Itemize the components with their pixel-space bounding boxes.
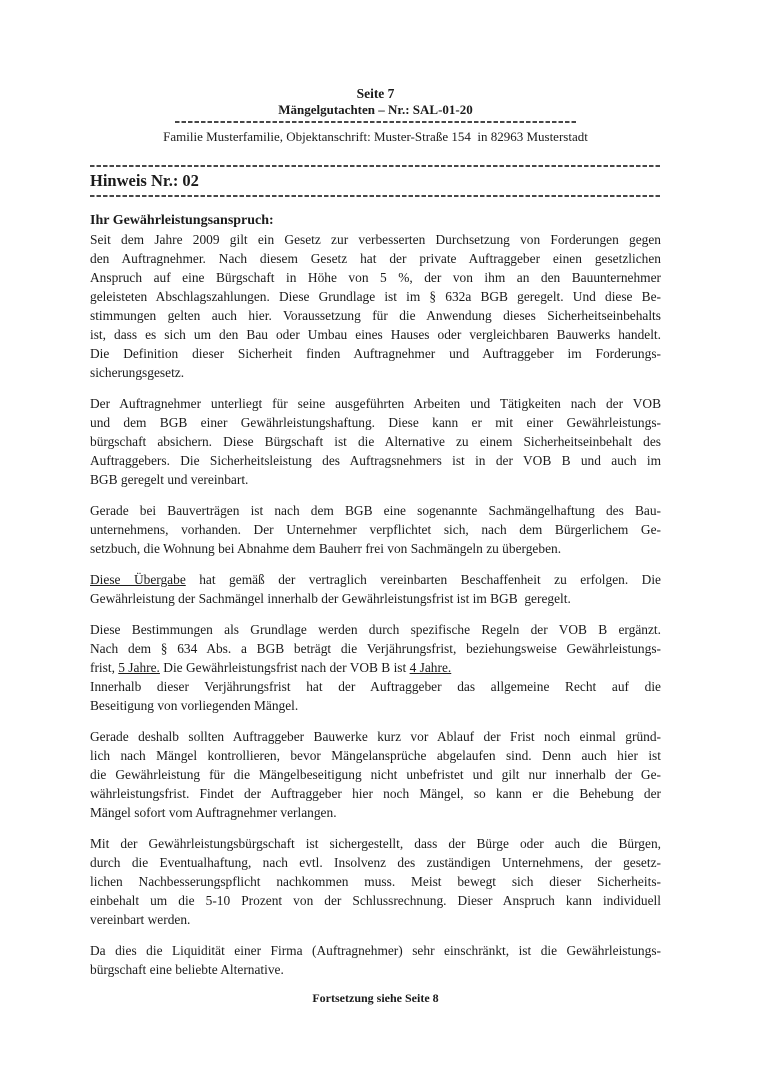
paragraph: [90, 394, 661, 489]
paragraph-line: unternehmens, vorhanden. Der Unternehmer verpflichtet sich, nach dem Bürgerlichem Ge-: [90, 522, 661, 537]
paragraph-line: vereinbart werden.: [90, 912, 191, 927]
paragraph: [90, 501, 661, 558]
document-title: Mängelgutachten – Nr.: SAL-01-20: [278, 102, 473, 117]
continuation-note: Fortsetzung siehe Seite 8: [312, 991, 439, 1005]
paragraph-line: Innerhalb dieser Verjährungsfrist hat der Auftraggeber das allgemeine Recht auf die: [90, 679, 661, 694]
hinweis-heading: Hinweis Nr.: 02: [90, 171, 199, 190]
paragraph-line: Mängel sofort vom Auftragnehmer verlangen.: [90, 805, 337, 820]
paragraph-line: Da dies die Liquidität einer Firma (Auftragnehmer) sehr einschränkt, ist die Gewährleistungs-: [90, 943, 661, 958]
paragraph-line: Die Definition dieser Sicherheit finden Auftragnehmer und Auftraggeber im Forderungs-: [90, 346, 661, 361]
paragraph-line: Beseitigung von vorliegenden Mängel.: [90, 698, 299, 713]
paragraph-line: Der Auftragnehmer unterliegt für seine ausgeführten Arbeiten und Tätigkeiten nach der VOB: [90, 396, 661, 411]
paragraph: [90, 570, 661, 608]
paragraph-line: Diese Bestimmungen als Grundlage werden durch spezifische Regeln der VOB B ergänzt.: [90, 622, 661, 637]
paragraph-line: Gerade deshalb sollten Auftraggeber Bauwerke kurz vor Ablauf der Frist noch einmal gründ-: [90, 729, 661, 744]
paragraph-line: BGB geregelt und vereinbart.: [90, 472, 249, 487]
paragraph-line: Gerade bei Bauverträgen ist nach dem BGB eine sogenannte Sachmängelhaftung des Bau-: [90, 503, 661, 518]
paragraph-line: Gewährleistung der Sachmängel innerhalb der Gewährleistungsfrist ist im BGB geregelt.: [90, 591, 571, 606]
paragraph-line: währleistungsfrist. Findet der Auftraggeber hier noch Mängel, so kann er die Behebung der: [90, 786, 661, 801]
dashed-divider: [90, 165, 661, 167]
paragraph-line: lich nach Mängel kontrollieren, bevor Mängelansprüche abgelaufen sind. Denn auch hier ist: [90, 748, 661, 763]
paragraph-line: Anspruch auf eine Bürgschaft in Höhe von 5 %, der von ihm an den Bauunternehmer: [90, 270, 661, 285]
page-number: Seite 7: [356, 86, 395, 101]
paragraph-line: durch die Eventualhaftung, nach evtl. Insolvenz des zuständigen Unternehmens, der gesetz-: [90, 855, 661, 870]
paragraph-line: [90, 658, 661, 677]
paragraph-line: und dem BGB einer Gewährleistungshaftung. Diese kann er mit einer Gewährleistungs-: [90, 415, 661, 430]
paragraph: [90, 230, 661, 382]
paragraph: [90, 834, 661, 929]
paragraph-line: setzbuch, die Wohnung bei Abnahme dem Bauherr frei von Sachmängeln zu übergeben.: [90, 541, 562, 556]
underlined-text: 5 Jahre.: [118, 660, 160, 675]
paragraph-line: sicherungsgesetz.: [90, 365, 185, 380]
paragraph-line: [90, 570, 661, 589]
paragraph-line: die Gewährleistung für die Mängelbeseitigung nicht unbefristet und gilt nur innerhalb der Ge-: [90, 767, 661, 782]
paragraph-text: frist,: [90, 660, 119, 675]
paragraph: [90, 620, 661, 715]
paragraph-line: ist, dass es sich um den Bau oder Umbau eines Hauses oder vergleichbaren Bauwerks handelt.: [90, 327, 661, 342]
dashed-divider-short: [175, 121, 577, 123]
address-line: Familie Musterfamilie, Objektanschrift: Muster-Straße 154 in 82963 Musterstadt: [163, 129, 588, 144]
paragraph-line: Mit der Gewährleistungsbürgschaft ist sichergestellt, dass der Bürge oder auch die Bürgen,: [90, 836, 661, 851]
section-heading: Ihr Gewährleistungsanspruch:: [90, 213, 274, 228]
paragraph-line: geleisteten Abschlagszahlungen. Diese Grundlage ist im § 632a BGB geregelt. Und diese Be-: [90, 289, 661, 304]
dashed-divider: [90, 195, 661, 197]
paragraph-line: den Auftragnehmer. Nach diesem Gesetz hat der private Auftraggeber einen gesetzlichen: [90, 251, 661, 266]
underlined-text: Diese Übergabe: [90, 572, 186, 587]
paragraph-line: Auftraggebers. Die Sicherheitsleistung des Auftragsnehmers ist in der VOB B und auch im: [90, 453, 661, 468]
paragraph: [90, 941, 661, 979]
paragraph-text: hat gemäß der vertraglich vereinbarten Beschaffenheit zu erfolgen. Die: [185, 572, 662, 587]
paragraph-line: lichen Nachbesserungspflicht nachkommen muss. Meist bewegt sich dieser Sicherheits-: [90, 874, 661, 889]
paragraph-text: Die Gewährleistungsfrist nach der VOB B ist: [159, 660, 410, 675]
paragraph-line: bürgschaft eine beliebte Alternative.: [90, 962, 284, 977]
paragraph-line: Nach dem § 634 Abs. a BGB beträgt die Verjährungsfrist, beziehungsweise Gewährleistungs-: [90, 641, 661, 656]
paragraph-line: einbehalt um die 5-10 Prozent von der Schlussrechnung. Dieser Anspruch kann individuell: [90, 893, 661, 908]
paragraph-line: stimmungen gelten auch hier. Voraussetzung für die Anwendung dieses Sicherheitseinbehalts: [90, 308, 661, 323]
paragraph-line: Seit dem Jahre 2009 gilt ein Gesetz zur verbesserten Durchsetzung von Forderungen gegen: [90, 232, 661, 247]
paragraph: [90, 727, 661, 822]
paragraph-line: bürgschaft absichern. Diese Bürgschaft ist die Alternative zu einem Sicherheitseinbehalt des: [90, 434, 661, 449]
underlined-text: 4 Jahre.: [409, 660, 452, 675]
